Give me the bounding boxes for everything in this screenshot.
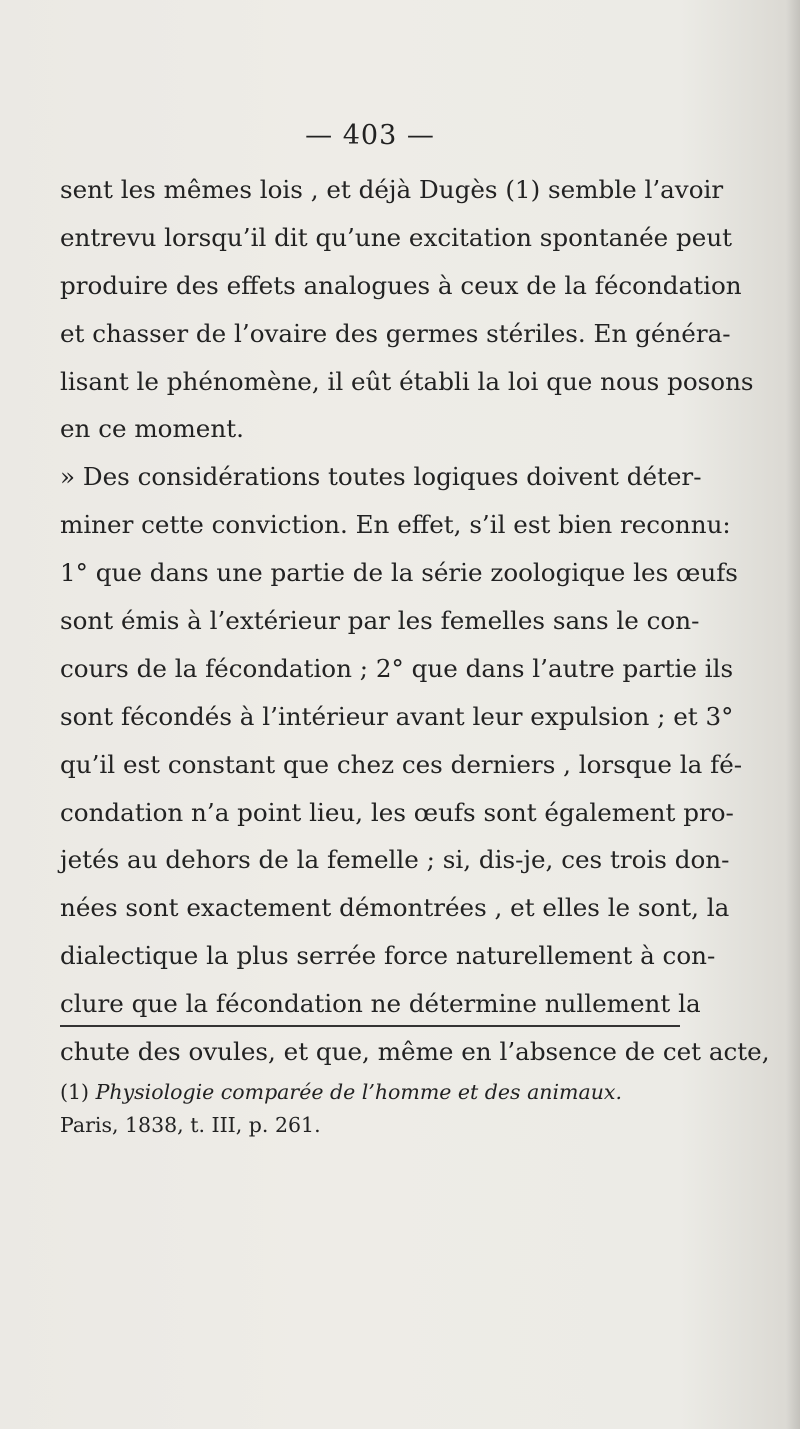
text-line: en ce moment. (60, 414, 244, 444)
footnote (60, 1076, 680, 1142)
footnote-divider (60, 1025, 680, 1027)
text-line: sent les mêmes lois , et déjà Dugès (1) semble l’avoir (60, 175, 724, 204)
footnote-imprint: Paris, 1838, t. III, p. 261. (60, 1113, 321, 1137)
text-line: entrevu lorsqu’il dit qu’une excitation spontanée peut (60, 222, 733, 252)
footnote-line-1 (60, 1076, 680, 1109)
text-line: dialectique la plus serrée force naturellement à con- (60, 941, 716, 971)
text-line: et chasser de l’ovaire des germes stériles. En généra- (60, 318, 731, 348)
text-line: sont émis à l’extérieur par les femelles sans le con- (60, 606, 700, 636)
text-line: » Des considérations toutes logiques doivent déter- (60, 462, 702, 492)
text-line: cours de la fécondation ; 2° que dans l’autre partie ils (60, 653, 734, 683)
text-line: sont fécondés à l’intérieur avant leur expulsion ; et 3° (60, 701, 734, 731)
page-number: — 403 — (305, 120, 435, 151)
text-line: chute des ovules, et que, même en l’absence de cet acte, (60, 1037, 770, 1067)
text-line: clure que la fécondation ne détermine nullement la (60, 989, 701, 1019)
text-line: produire des effets analogues à ceux de la fécondation (60, 270, 742, 300)
page-edge-shadow (786, 0, 800, 1429)
text-line: miner cette conviction. En effet, s’il est bien reconnu: (60, 510, 731, 540)
text-line: jetés au dehors de la femelle ; si, dis-je, ces trois don- (60, 845, 730, 875)
body-text (60, 166, 770, 1076)
text-line: qu’il est constant que chez ces derniers , lorsque la fé- (60, 749, 743, 779)
footnote-title: Physiologie comparée de l’homme et des animaux. (95, 1080, 623, 1104)
text-line: nées sont exactement démontrées , et elles le sont, la (60, 893, 730, 923)
text-line: 1° que dans une partie de la série zoologique les œufs (60, 558, 738, 588)
text-line: condation n’a point lieu, les œufs sont également pro- (60, 797, 734, 827)
footnote-marker: (1) (60, 1080, 90, 1104)
text-line: lisant le phénomène, il eût établi la loi que nous posons (60, 366, 754, 396)
